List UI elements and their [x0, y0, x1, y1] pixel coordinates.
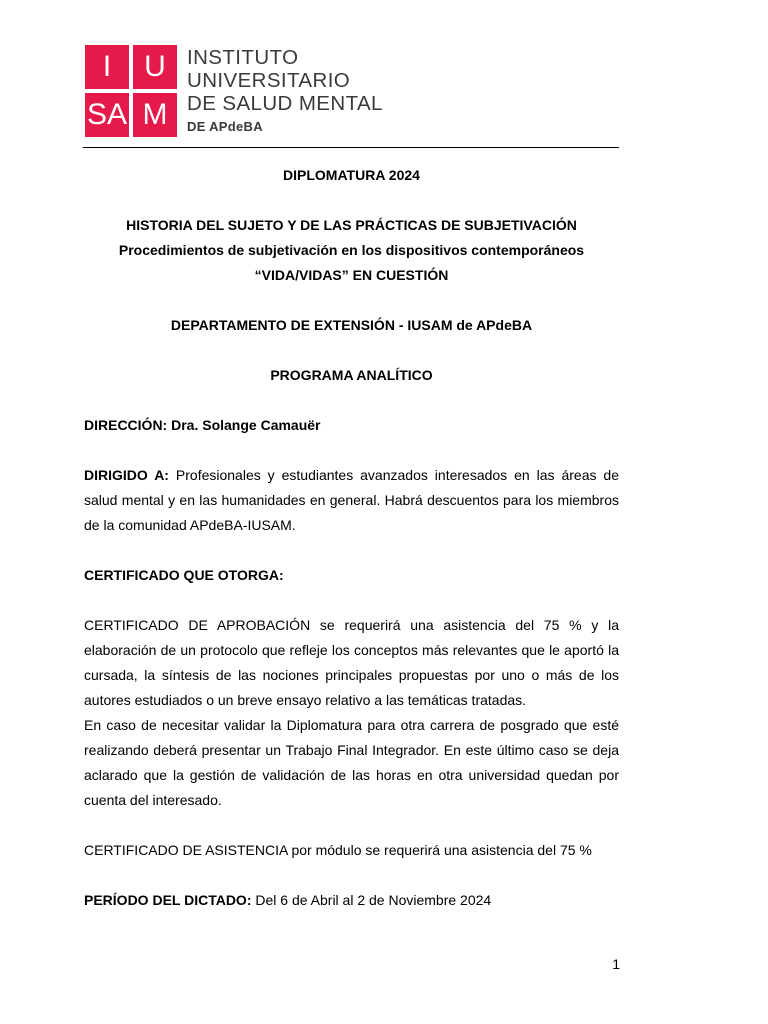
logo-line-3: DE SALUD MENTAL [187, 92, 383, 115]
title-line-3: “VIDA/VIDAS” EN CUESTIÓN [254, 267, 449, 283]
department-heading: DEPARTAMENTO DE EXTENSIÓN - IUSAM de APdeBA [170, 317, 533, 333]
logo-line-2: UNIVERSITARIO [187, 69, 351, 92]
logo-mark [85, 45, 177, 137]
logo-line-1: INSTITUTO [187, 46, 299, 69]
periodo-text: Del 6 de Abril al 2 de Noviembre 2024 [251, 892, 492, 908]
title-line-2: Procedimientos de subjetivación en los dispositivos contemporáneos [118, 242, 585, 258]
logo-subtitle: DE APdeBA [187, 119, 263, 134]
title-block [84, 213, 619, 288]
header-rule [83, 147, 619, 148]
page-number: 1 [612, 956, 620, 972]
dirigido-paragraph [84, 463, 619, 538]
logo-cell-m: M [133, 93, 177, 137]
certificado-aprobacion-paragraph: CERTIFICADO DE APROBACIÓN se requerirá una asistencia del 75 % y la elaboración de un protocolo que refleje los conceptos más relevantes que le aportó la cursada, la síntesis de las nociones principales propuestas por uno o más de los autores estudiados o un breve ensayo relativo a las temáticas tratadas. [84, 617, 619, 708]
logo-cell-u: U [133, 45, 177, 89]
logo-cell-sa: SA [85, 93, 129, 137]
direccion-line: DIRECCIÓN: Dra. Solange Camauër [84, 417, 321, 433]
diplomatura-heading: DIPLOMATURA 2024 [283, 167, 420, 183]
dirigido-text: Profesionales y estudiantes avanzados interesados en las áreas de salud mental y en las humanidades en general. Habrá descuentos para los miembros de la comunidad APdeBA-IUSAM. [84, 467, 619, 533]
logo-cell-i: I [85, 45, 129, 89]
iusam-logo [85, 45, 385, 137]
title-line-1: HISTORIA DEL SUJETO Y DE LAS PRÁCTICAS DE SUBJETIVACIÓN [126, 217, 577, 233]
dirigido-label: DIRIGIDO A: [84, 467, 169, 483]
periodo-label: PERÍODO DEL DICTADO: [84, 892, 252, 908]
periodo-paragraph [84, 888, 619, 913]
program-heading: PROGRAMA ANALÍTICO [270, 367, 433, 383]
validacion-paragraph: En caso de necesitar validar la Diplomatura para otra carrera de posgrado que esté realizando deberá presentar un Trabajo Final Integrador. En este último caso se deja aclarado que la gestión de validación de las horas en otra universidad quedan por cuenta del interesado. [84, 717, 619, 808]
logo-wordmark [187, 46, 383, 134]
document-body [84, 163, 619, 913]
certificado-asistencia-paragraph: CERTIFICADO DE ASISTENCIA por módulo se requerirá una asistencia del 75 % [84, 842, 592, 858]
certificado-heading: CERTIFICADO QUE OTORGA: [84, 567, 284, 583]
